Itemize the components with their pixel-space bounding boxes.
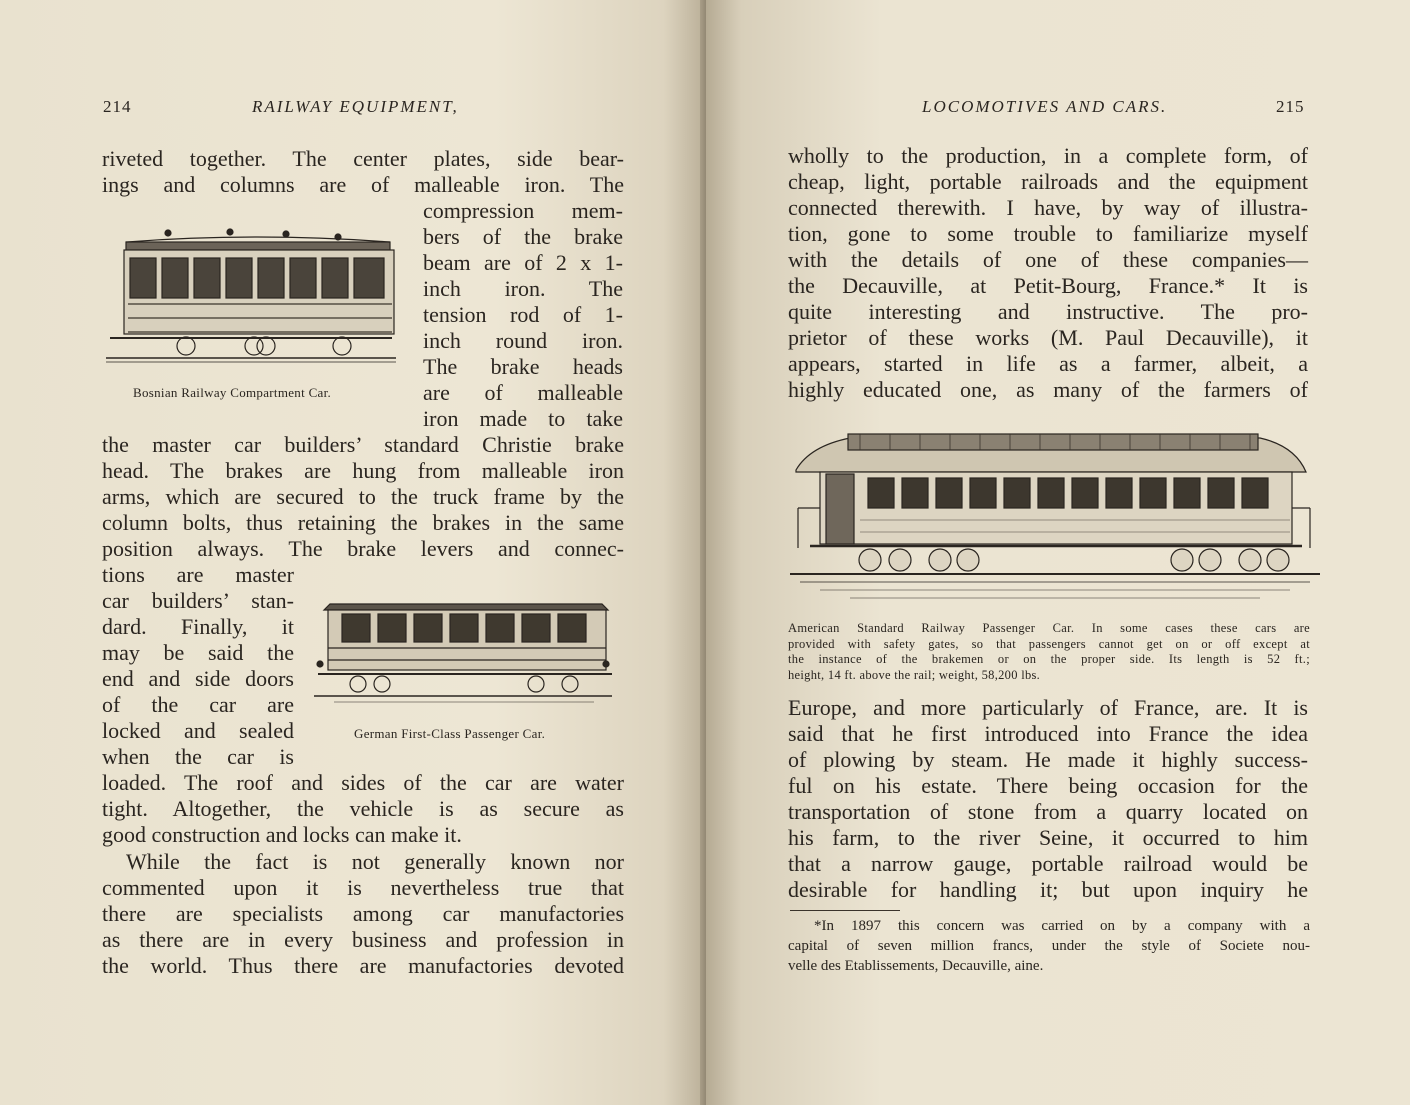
text-line: locked and sealed: [102, 718, 294, 743]
text-line: tions are master: [102, 562, 294, 587]
text-line: column bolts, thus retaining the brakes in the same: [102, 510, 624, 535]
text-line: said that he first introduced into France the idea: [788, 721, 1308, 746]
text-line: dard. Finally, it: [102, 614, 294, 639]
text-line: beam are of 2 x 1-: [423, 250, 623, 275]
text-line: there are specialists among car manufactories: [102, 901, 624, 926]
text-line: as there are in every business and profession in: [102, 927, 624, 952]
text-line: highly educated one, as many of the farmers of: [788, 377, 1308, 402]
footnote: [788, 916, 1310, 976]
left-paragraph-2: [102, 432, 624, 562]
footnote-line: *In 1897 this concern was carried on by a company with a: [814, 918, 1310, 934]
american-car-caption: [788, 621, 1310, 683]
text-line: wholly to the production, in a complete form, of: [788, 143, 1308, 168]
text-line: ful on his estate. There being occasion for the: [788, 773, 1308, 798]
text-line: appears, started in life as a farmer, albeit, a: [788, 351, 1308, 376]
text-line: compression mem-: [423, 198, 623, 223]
text-line: loaded. The roof and sides of the car are water: [102, 770, 624, 795]
text-line: the world. Thus there are manufactories devoted: [102, 953, 624, 978]
text-line: Europe, and more particularly of France, are. It is: [788, 695, 1308, 720]
caption-line: height, 14 ft. above the rail; weight, 58,200 lbs.: [788, 667, 1041, 682]
caption-line: American Standard Railway Passenger Car. In some cases these cars are: [788, 621, 1310, 635]
right-page-number: 215: [1276, 97, 1305, 116]
left-wrap-text-1: [423, 198, 623, 432]
footnote-rule: [790, 910, 900, 911]
text-line: head. The brakes are hung from malleable iron: [102, 458, 624, 483]
text-line: inch round iron.: [423, 328, 623, 353]
caption-line: the instance of the brakemen or on the proper side. Its length is 52 ft.;: [788, 652, 1310, 666]
text-line: ings and columns are of malleable iron. The: [102, 172, 624, 197]
text-line: quite interesting and instructive. The pro-: [788, 299, 1308, 324]
text-line: inch iron. The: [423, 276, 623, 301]
text-line: tension rod of 1-: [423, 302, 623, 327]
text-line: that a narrow gauge, portable railroad would be: [788, 851, 1308, 876]
text-line: The brake heads: [423, 354, 623, 379]
text-line: position always. The brake levers and connec-: [102, 536, 624, 561]
text-line: of plowing by steam. He made it highly success-: [788, 747, 1308, 772]
left-paragraph-3: [102, 770, 624, 848]
german-car-illustration: [314, 594, 612, 714]
text-line: car builders’ stan-: [102, 588, 294, 613]
text-line: tion, gone to some trouble to familiarize myself: [788, 221, 1308, 246]
text-line: cheap, light, portable railroads and the equipment: [788, 169, 1308, 194]
bosnian-car-illustration: [106, 228, 396, 368]
footnote-line: capital of seven million francs, under the style of Societe nou-: [788, 938, 1310, 954]
text-line: While the fact is not generally known nor: [126, 849, 624, 874]
text-line: the Decauville, at Petit-Bourg, France.* It is: [788, 273, 1308, 298]
american-car-illustration: [790, 428, 1320, 610]
text-line: bers of the brake: [423, 224, 623, 249]
footnote-line: velle des Etablissements, Decauville, aine.: [788, 958, 1044, 974]
left-paragraph-1: [102, 146, 624, 198]
text-line: when the car is: [102, 744, 294, 769]
text-line: end and side doors: [102, 666, 294, 691]
text-line: arms, which are secured to the truck frame by the: [102, 484, 624, 509]
text-line: connected therewith. I have, by way of illustra-: [788, 195, 1308, 220]
text-line: prietor of these works (M. Paul Decauville), it: [788, 325, 1308, 350]
text-line: desirable for handling it; but upon inquiry he: [788, 877, 1308, 902]
left-page-number: 214: [103, 97, 132, 116]
right-paragraph-2: [788, 695, 1308, 903]
text-line: may be said the: [102, 640, 294, 665]
text-line: riveted together. The center plates, side bear-: [102, 146, 624, 171]
text-line: good construction and locks can make it.: [102, 822, 462, 847]
caption-line: provided with safety gates, so that passengers cannot get on or off except at: [788, 636, 1310, 651]
right-paragraph-1: [788, 143, 1308, 403]
text-line: with the details of one of these companies—: [788, 247, 1308, 272]
bosnian-car-caption: Bosnian Railway Compartment Car.: [133, 385, 332, 400]
text-line: are of malleable: [423, 380, 623, 405]
text-line: transportation of stone from a quarry located on: [788, 799, 1308, 824]
text-line: of the car are: [102, 692, 294, 717]
right-running-head: LOCOMOTIVES AND CARS.: [922, 97, 1168, 116]
left-paragraph-4: [102, 849, 624, 979]
text-line: his farm, to the river Seine, it occurred to him: [788, 825, 1308, 850]
text-line: the master car builders’ standard Christie brake: [102, 432, 624, 457]
text-line: tight. Altogether, the vehicle is as secure as: [102, 796, 624, 821]
left-running-head: RAILWAY EQUIPMENT,: [252, 97, 459, 116]
left-wrap-text-2: [102, 562, 294, 770]
german-car-caption: German First-Class Passenger Car.: [354, 726, 546, 741]
text-line: commented upon it is nevertheless true that: [102, 875, 624, 900]
right-page: [706, 0, 1410, 1105]
text-line: iron made to take: [423, 406, 623, 431]
